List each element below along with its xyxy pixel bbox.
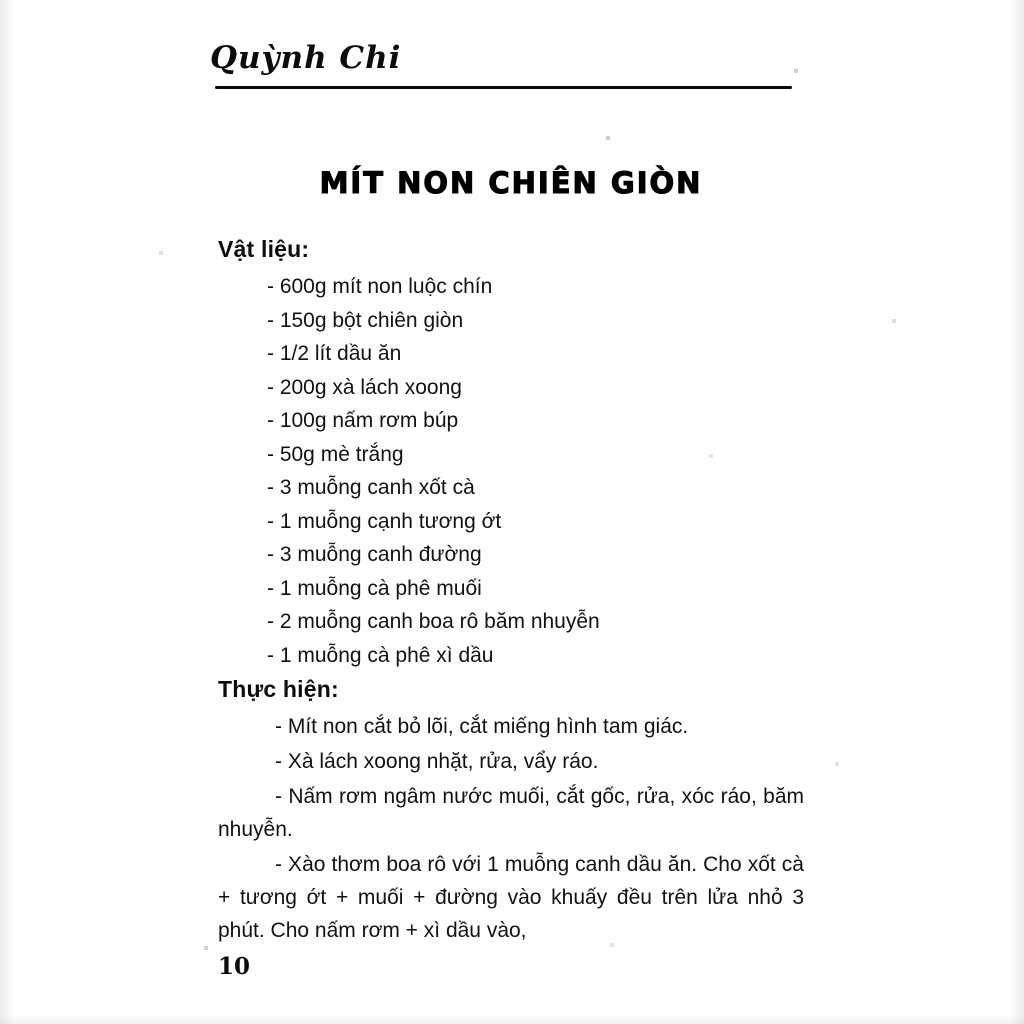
- ingredient-item: - 1 muỗng cà phê muối: [267, 576, 482, 600]
- ingredient-item: - 100g nấm rơm búp: [267, 409, 459, 432]
- ingredient-item: - 1 muỗng cà phê xì dầu: [267, 643, 494, 667]
- recipe-title: MÍT NON CHIÊN GIÒN: [319, 166, 703, 200]
- ingredient-item: - 1 muỗng cạnh tương ớt: [267, 509, 502, 533]
- ingredient-item: - 200g xà lách xoong: [267, 375, 462, 399]
- page-number: 10: [218, 953, 251, 980]
- step-item: - Mít non cắt bỏ lõi, cắt miếng hình tam giác.: [275, 715, 689, 738]
- step-item: - Xào thơm boa rô với 1 muỗng canh dầu ăn. Cho xốt cà + tương ớt + muối + đường vào khuấy đều trên lửa nhỏ 3 phút. Cho nấm rơm + xì dầu vào,: [218, 853, 804, 942]
- ingredient-item: - 50g mè trắng: [267, 442, 404, 466]
- step-item: - Xà lách xoong nhặt, rửa, vẩy ráo.: [275, 750, 599, 773]
- running-header-author: Quỳnh Chi: [210, 40, 402, 76]
- ingredient-item: - 2 muỗng canh boa rô băm nhuyễn: [267, 610, 600, 633]
- ingredients-heading: Vật liệu:: [218, 236, 310, 262]
- ingredient-item: - 3 muỗng canh đường: [267, 543, 482, 566]
- ingredient-item: - 3 muỗng canh xốt cà: [267, 476, 475, 499]
- header-rule: [215, 86, 792, 89]
- step-item: - Nấm rơm ngâm nước muối, cắt gốc, rửa, xóc ráo, băm nhuyễn.: [218, 785, 804, 841]
- ingredient-item: - 1/2 lít dầu ăn: [267, 342, 402, 365]
- scan-edge-shading-right: [1010, 0, 1024, 1024]
- page-content: [218, 166, 804, 949]
- ingredient-item: - 150g bột chiên giòn: [267, 308, 464, 332]
- steps-heading: Thực hiện:: [218, 676, 339, 702]
- scan-edge-shading-left: [0, 0, 14, 1024]
- ingredients-list: [218, 270, 804, 672]
- scan-noise-speckles: [0, 0, 2, 2]
- steps-list: [218, 710, 804, 947]
- scan-edge-shading-bottom: [0, 1014, 1024, 1024]
- ingredient-item: - 600g mít non luộc chín: [267, 275, 493, 298]
